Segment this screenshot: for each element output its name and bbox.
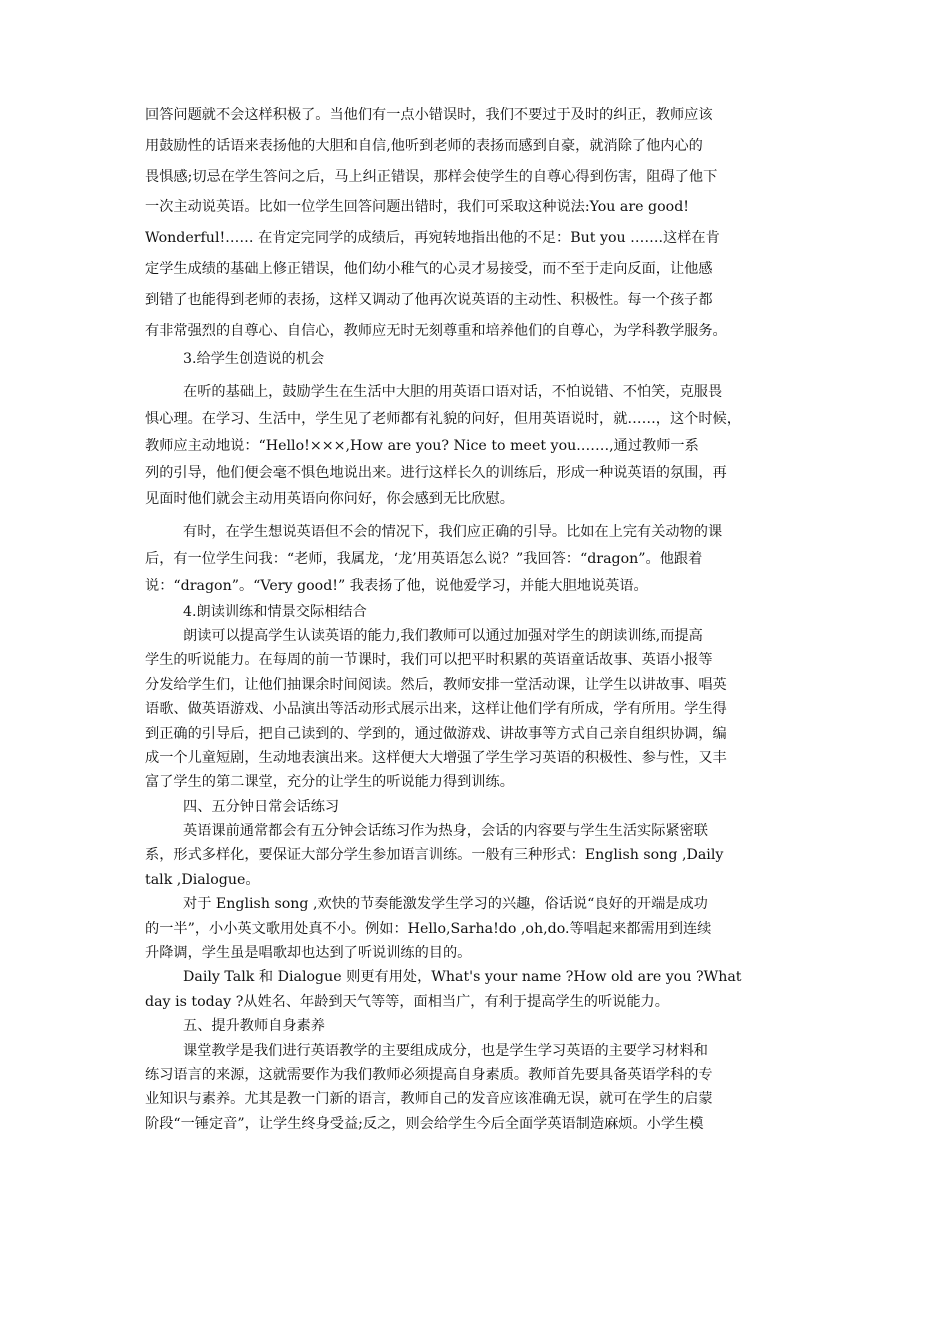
paragraph-dialogue [145, 965, 807, 1014]
text-line: talk ,Dialogue。 [145, 871, 260, 888]
section-heading-4: 4.朗读训练和情景交际相结合 [183, 603, 367, 620]
paragraph-warmup [145, 819, 807, 892]
paragraph-dragon-example [145, 519, 807, 599]
text-line: day is today ?从姓名、年龄到天气等等，面相当广，有利于提高学生的听说能力。 [145, 993, 669, 1010]
text-line: 学生的听说能力。在每周的前一节课时，我们可以把平时积累的英语童话故事、英语小报等 [145, 652, 713, 669]
paragraph-praise [145, 100, 807, 346]
text-line: 到正确的引导后，把自己读到的、学到的，通过做游戏、讲故事等方式自己亲自组织协调，编 [145, 725, 727, 742]
text-line: 惧心理。在学习、生活中，学生见了老师都有礼貌的问好，但用英语说时，就……，这个时候， [145, 410, 741, 427]
text-line: 一次主动说英语。比如一位学生回答问题出错时，我们可采取这种说法:You are good! [145, 199, 690, 216]
text-line: 阶段“一锤定音”，让学生终身受益;反之，则会给学生今后全面学英语制造麻烦。小学生模 [145, 1115, 704, 1132]
text-line: 定学生成绩的基础上修正错误，他们幼小稚气的心灵才易接受，而不至于走向反面，让他感 [145, 260, 713, 277]
text-line: 系，形式多样化，要保证大部分学生参加语言训练。一般有三种形式：English song ,Daily [145, 847, 724, 864]
text-line: 富了学生的第二课堂，充分的让学生的听说能力得到训练。 [145, 774, 514, 791]
text-line: 畏惧感;切忌在学生答问之后，马上纠正错误，那样会使学生的自尊心得到伤害，阻碍了他下 [145, 168, 718, 185]
text-line: 教师应主动地说：“Hello!×××,How are you? Nice to meet you.……,通过教师一系 [145, 437, 699, 454]
text-line: 到错了也能得到老师的表扬，这样又调动了他再次说英语的主动性、积极性。每一个孩子都 [145, 291, 713, 308]
text-line: 朗读可以提高学生认读英语的能力,我们教师可以通过加强对学生的朗读训练,而提高 [183, 627, 703, 644]
text-line: 回答问题就不会这样积极了。当他们有一点小错误时，我们不要过于及时的纠正，教师应该 [145, 107, 713, 123]
text-line: Wonderful!…… 在肯定完同学的成绩后，再宛转地指出他的不足：But you …….这样在肯 [145, 230, 720, 247]
text-line: 列的引导，他们便会毫不惧色地说出来。进行这样长久的训练后，形成一种说英语的氛围，再 [145, 464, 727, 481]
text-line: 课堂教学是我们进行英语教学的主要组成成分，也是学生学习英语的主要学习材料和 [183, 1042, 708, 1059]
text-line: Daily Talk 和 Dialogue 则更有用处，What's your name ?How old are you ?What [183, 969, 742, 986]
paragraph-reading-training [145, 624, 807, 795]
paragraph-speaking-chance [145, 379, 807, 513]
text-line: 成一个儿童短剧，生动地表演出来。这样便大大增强了学生学习英语的积极性、参与性，又丰 [145, 749, 727, 766]
text-line: 说：“dragon”。“Very good!” 我表扬了他，说他爱学习，并能大胆地说英语。 [145, 577, 648, 594]
text-line: 有时，在学生想说英语但不会的情况下，我们应正确的引导。比如在上完有关动物的课 [183, 524, 723, 541]
text-line: 的一半”，小小英文歌用处真不小。例如：Hello,Sarha!do ,oh,do.等唱起来都需用到连续 [145, 920, 712, 937]
text-line: 分发给学生们，让他们抽课余时间阅读。然后，教师安排一堂活动课，让学生以讲故事、唱英 [145, 676, 727, 693]
paragraph-english-song [145, 892, 807, 965]
section-heading-3: 3.给学生创造说的机会 [183, 351, 325, 368]
section-heading-daily-talk: 四、五分钟日常会话练习 [183, 798, 340, 815]
text-line: 见面时他们就会主动用英语向你问好，你会感到无比欣慰。 [145, 491, 514, 508]
paragraph-teacher-quality [145, 1039, 807, 1137]
section-heading-teacher-quality: 五、提升教师自身素养 [183, 1018, 325, 1035]
text-line: 语歌、做英语游戏、小品演出等活动形式展示出来，这样让他们学有所成，学有所用。学生得 [145, 701, 727, 718]
text-line: 对于 English song ,欢快的节奏能激发学生学习的兴趣，俗话说“良好的开端是成功 [183, 896, 708, 913]
text-line: 升降调，学生虽是唱歌却也达到了听说训练的目的。 [145, 945, 472, 962]
text-line: 在听的基础上，鼓励学生在生活中大胆的用英语口语对话，不怕说错、不怕笑，克服畏 [183, 384, 723, 401]
text-line: 有非常强烈的自尊心、自信心，教师应无时无刻尊重和培养他们的自尊心，为学科教学服务。 [145, 322, 727, 339]
text-line: 练习语言的来源，这就需要作为我们教师必须提高自身素质。教师首先要具备英语学科的专 [145, 1066, 713, 1083]
text-line: 英语课前通常都会有五分钟会话练习作为热身，会话的内容要与学生生活实际紧密联 [183, 823, 708, 840]
text-line: 业知识与素养。尤其是教一门新的语言，教师自己的发音应该准确无误，就可在学生的启蒙 [145, 1091, 713, 1108]
text-line: 用鼓励性的话语来表扬他的大胆和自信,他听到老师的表扬而感到自豪，就消除了他内心的 [145, 137, 703, 154]
document-body [145, 100, 807, 1136]
text-line: 后，有一位学生问我：“老师，我属龙，‘龙’用英语怎么说？”我回答：“dragon”。他跟着 [145, 550, 703, 567]
